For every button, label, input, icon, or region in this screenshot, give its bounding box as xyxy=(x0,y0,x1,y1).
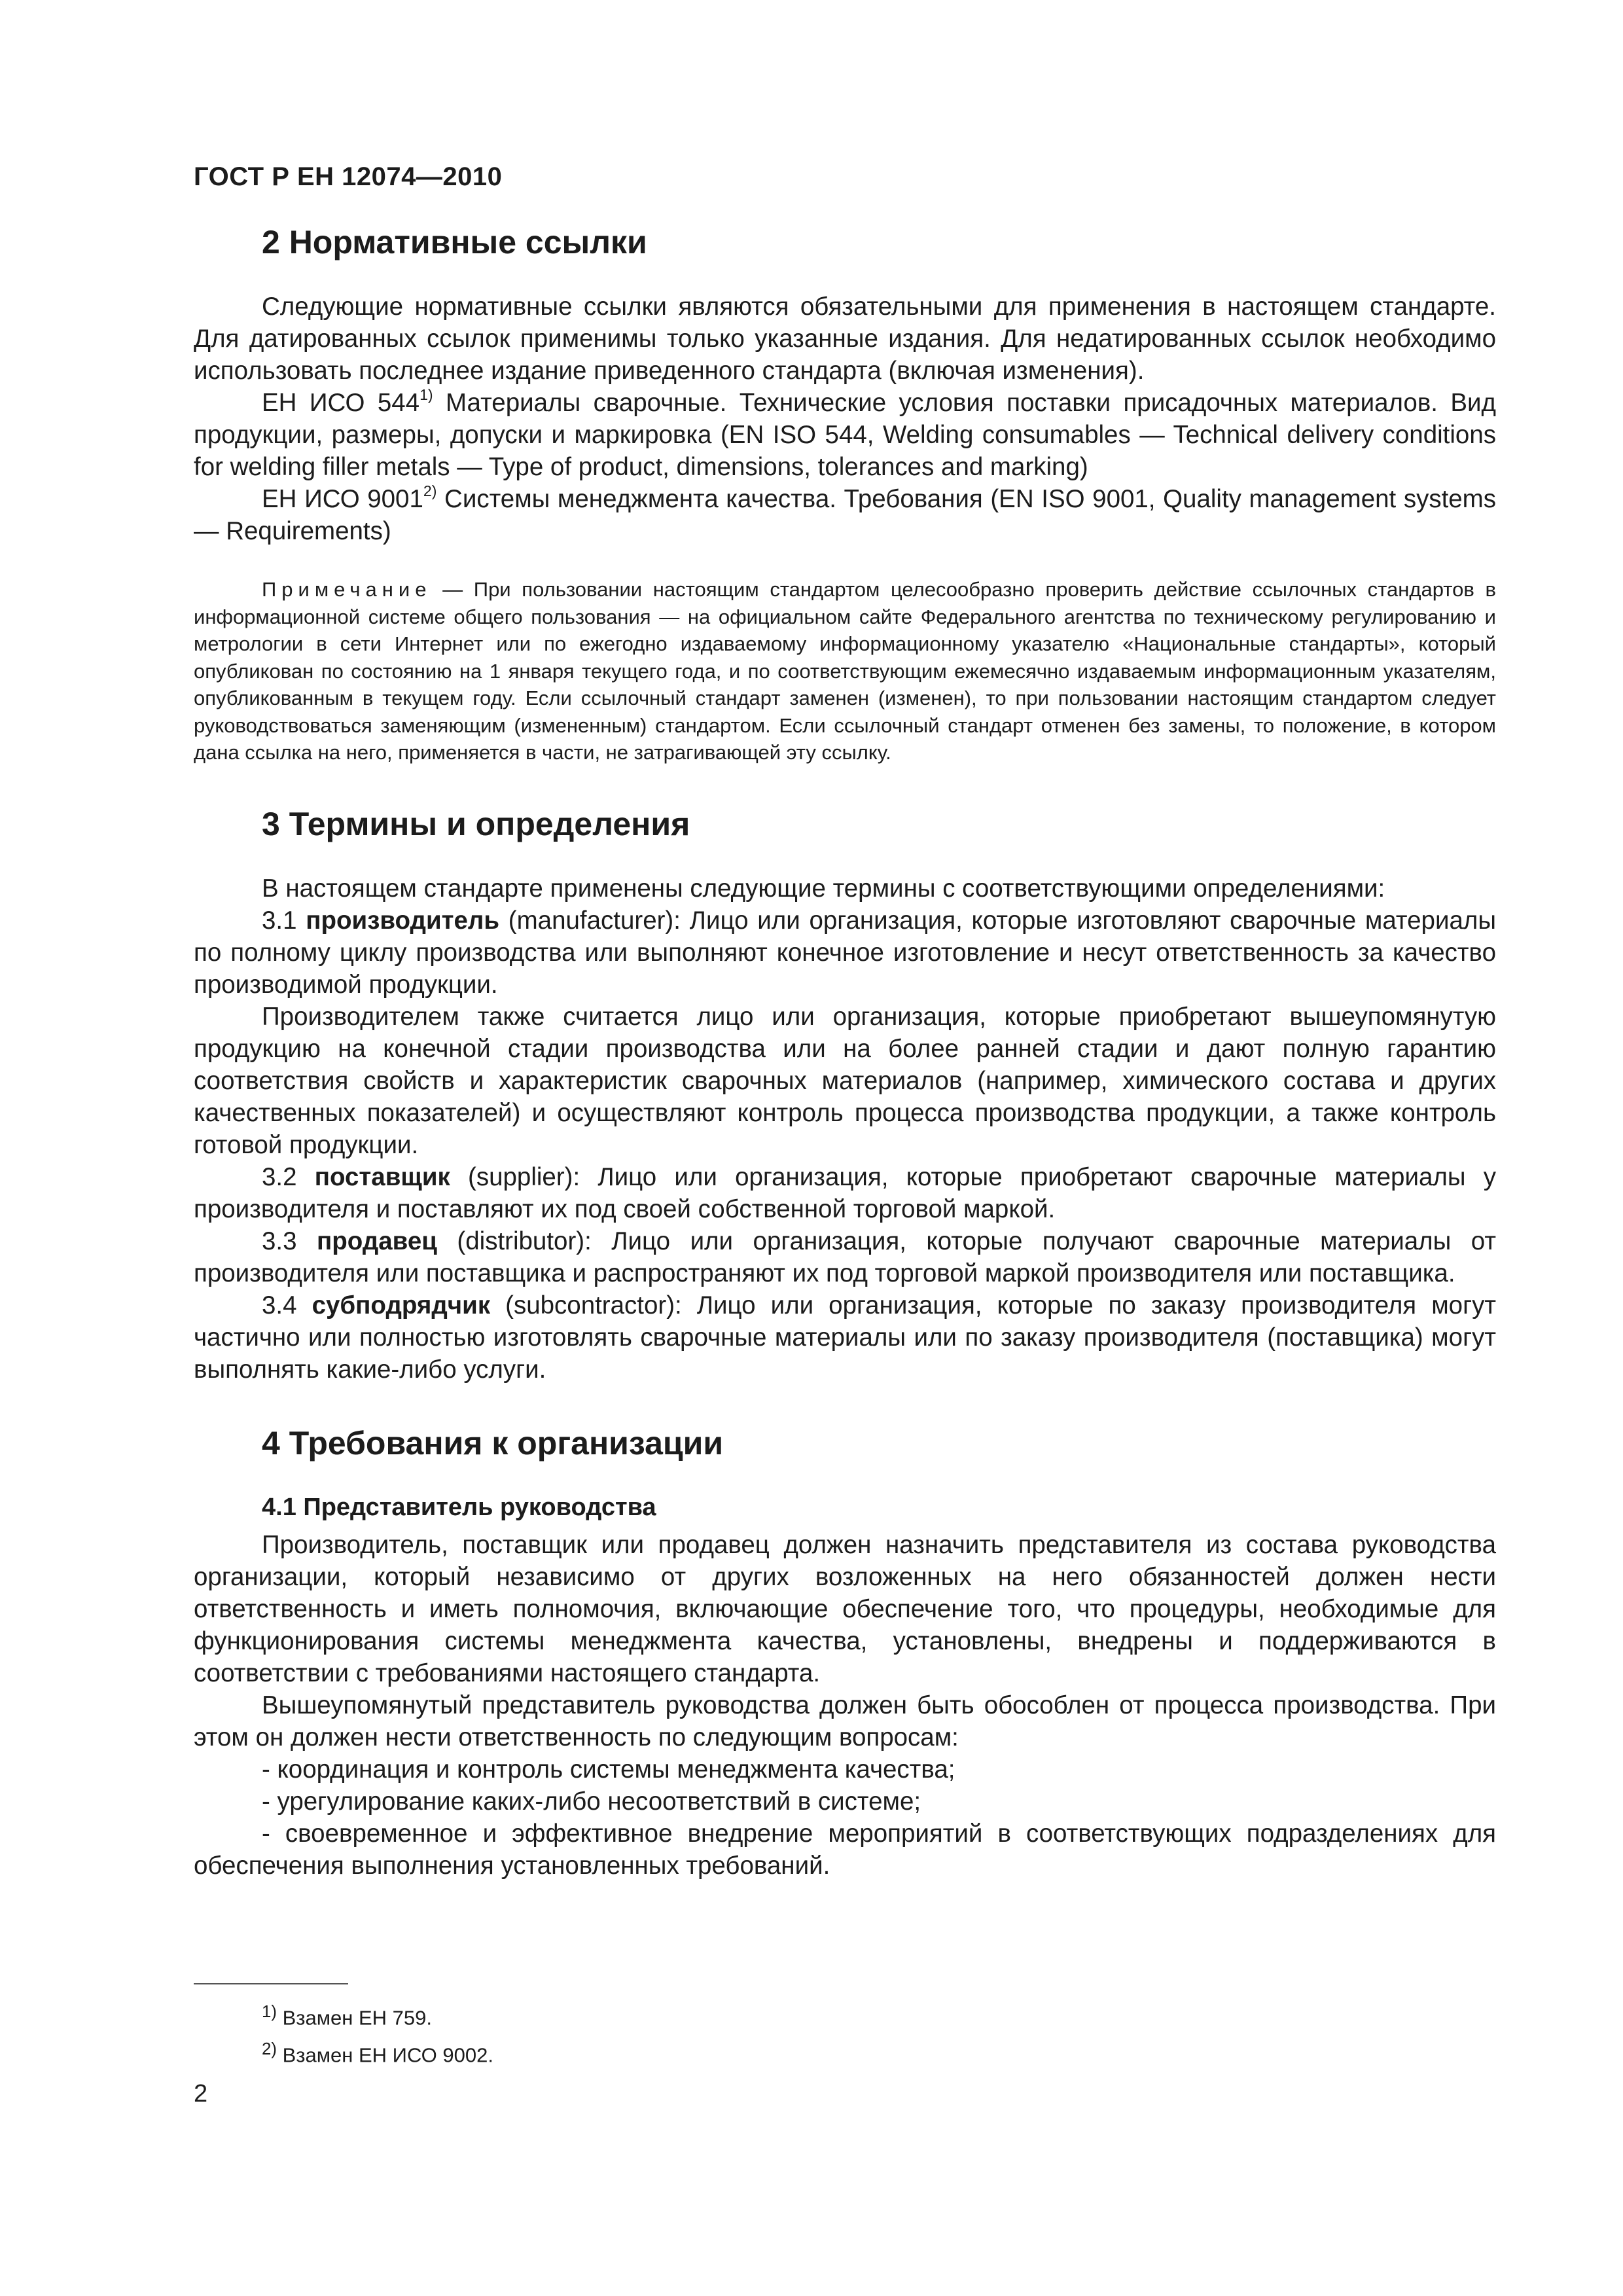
term-name: продавец xyxy=(317,1227,437,1255)
footnote-text: Взамен ЕН ИСО 9002. xyxy=(276,2043,493,2067)
term-number: 3.4 xyxy=(262,1291,312,1319)
running-header: ГОСТ Р ЕН 12074—2010 xyxy=(194,162,503,191)
paragraph-intro: В настоящем стандарте применены следующие термины с соответствующими определениями: xyxy=(262,874,1385,903)
term-name: поставщик xyxy=(314,1162,450,1191)
paragraph-intro: Следующие нормативные ссылки являются обязательными для применения в настоящем стандарте. Для датированных ссылок применимы только указанные издания. Для недатированных ссылок необходимо использовать последнее издание приведенного стандарта (включая изменения). xyxy=(194,293,1496,385)
reference-en-iso-9001 xyxy=(194,483,1496,547)
footnote-mark: 2) xyxy=(423,482,437,499)
term-distributor xyxy=(194,1225,1496,1289)
footnote xyxy=(262,1996,493,2034)
term-definition: (subcontractor): Лицо или организация, которые по заказу производителя могут частично или полностью изготовлять сварочные материалы или по заказу производителя (поставщика) могут выполнять какие-либо услуги. xyxy=(194,1291,1497,1384)
note-text: — При пользовании настоящим стандартом целесообразно проверить действие ссылочных стандартов в информационной системе общего пользования — на официальном сайте Федерального агентства по техническому регулированию и метрологии в сети Интернет или по ежегодно издаваемому информационному указателю «Национальные стандарты», который опубликован по состоянию на 1 января текущего года, и по соответствующим ежемесячно издаваемым информационным указателям, опубликованным в текущем году. Если ссылочный стандарт заменен (изменен), то при пользовании настоящим стандартом следует руководствоваться заменяющим (измененным) стандартом. Если ссылочный стандарт отменен без замены, то положение, в котором дана ссылка на него, применяется в части, не затрагивающей эту ссылку. xyxy=(194,578,1496,764)
term-number: 3.3 xyxy=(262,1227,317,1255)
term-manufacturer-extra: Производителем также считается лицо или организация, которые приобретают вышеупомянутую продукцию на конечной стадии производства или на более ранней стадии и дают полную гарантию соответствия свойств и характеристик сварочных материалов (например, химического состава и других качественных показателей) и осуществляют контроль процесса производства продукции, а также контроль готовой продукции. xyxy=(194,1002,1496,1159)
page-content xyxy=(194,223,1496,1882)
term-supplier xyxy=(194,1161,1496,1225)
term-number: 3.1 xyxy=(262,906,306,935)
page-number: 2 xyxy=(194,2080,208,2108)
paragraph: Вышеупомянутый представитель руководства должен быть обособлен от процесса производства. При этом он должен нести ответственность по следующим вопросам: xyxy=(194,1691,1496,1751)
term-definition: (distributor): Лицо или организация, которые получают сварочные материалы от производителя или поставщика и распространяют их под торговой маркой производителя или поставщика. xyxy=(194,1227,1496,1287)
section-title: 3 Термины и определения xyxy=(262,805,690,842)
subsection-title: 4.1 Представитель руководства xyxy=(262,1493,656,1521)
footnote-mark: 2) xyxy=(262,2040,277,2059)
list-item: - координация и контроль системы менеджмента качества; xyxy=(262,1755,955,1784)
term-number: 3.2 xyxy=(262,1162,315,1191)
paragraph: Производитель, поставщик или продавец должен назначить представителя из состава руководства организации, который независимо от других возложенных на него обязанностей должен нести ответственность и иметь полномочия, включающие обеспечение того, что процедуры, необходимые для функционирования системы менеджмента качества, установлены, внедрены и поддерживаются в соответствии с требованиями настоящего стандарта. xyxy=(194,1530,1496,1687)
reference-code: ЕН ИСО 544 xyxy=(262,389,420,417)
note xyxy=(194,576,1496,766)
term-definition: (manufacturer): Лицо или организация, которые изготовляют сварочные материалы по полному циклу производства или выполняют конечное изготовление и несут ответственность за качество производимой продукции. xyxy=(194,906,1496,999)
footnote-divider xyxy=(194,1983,348,1984)
footnotes xyxy=(262,1996,493,2072)
section-title: 2 Нормативные ссылки xyxy=(262,224,647,260)
term-subcontractor xyxy=(194,1289,1496,1386)
footnote-mark: 1) xyxy=(262,2003,277,2021)
footnote-text: Взамен ЕН 759. xyxy=(276,2006,433,2030)
section-organization-requirements xyxy=(194,1424,1496,1882)
term-name: субподрядчик xyxy=(312,1291,491,1319)
section-terms-definitions xyxy=(194,804,1496,1386)
footnote xyxy=(262,2034,493,2071)
reference-text: Материалы сварочные. Технические условия поставки присадочных материалов. Вид продукции, размеры, допуски и маркировка (EN ISO 544, Welding consumables — Technical delivery conditions for welding filler metals — Type of product, dimensions, tolerances and marking) xyxy=(194,389,1497,481)
term-definition: (supplier): Лицо или организация, которые приобретают сварочные материалы у производителя и поставляют их под своей собственной торговой маркой. xyxy=(194,1162,1496,1223)
section-normative-references xyxy=(194,223,1496,766)
term-manufacturer xyxy=(194,905,1496,1001)
reference-code: ЕН ИСО 9001 xyxy=(262,485,423,513)
list-item: - своевременное и эффективное внедрение мероприятий в соответствующих подразделениях для обеспечения выполнения установленных требований. xyxy=(194,1819,1496,1880)
note-label: Примечание xyxy=(262,578,432,601)
term-name: производитель xyxy=(306,906,500,935)
reference-en-iso-544 xyxy=(194,387,1496,483)
section-title: 4 Требования к организации xyxy=(262,1424,724,1462)
reference-text: Системы менеджмента качества. Требования (EN ISO 9001, Quality management systems — Requirements) xyxy=(194,485,1496,545)
list-item: - урегулирование каких-либо несоответствий в системе; xyxy=(262,1787,921,1816)
footnote-mark: 1) xyxy=(419,386,433,403)
